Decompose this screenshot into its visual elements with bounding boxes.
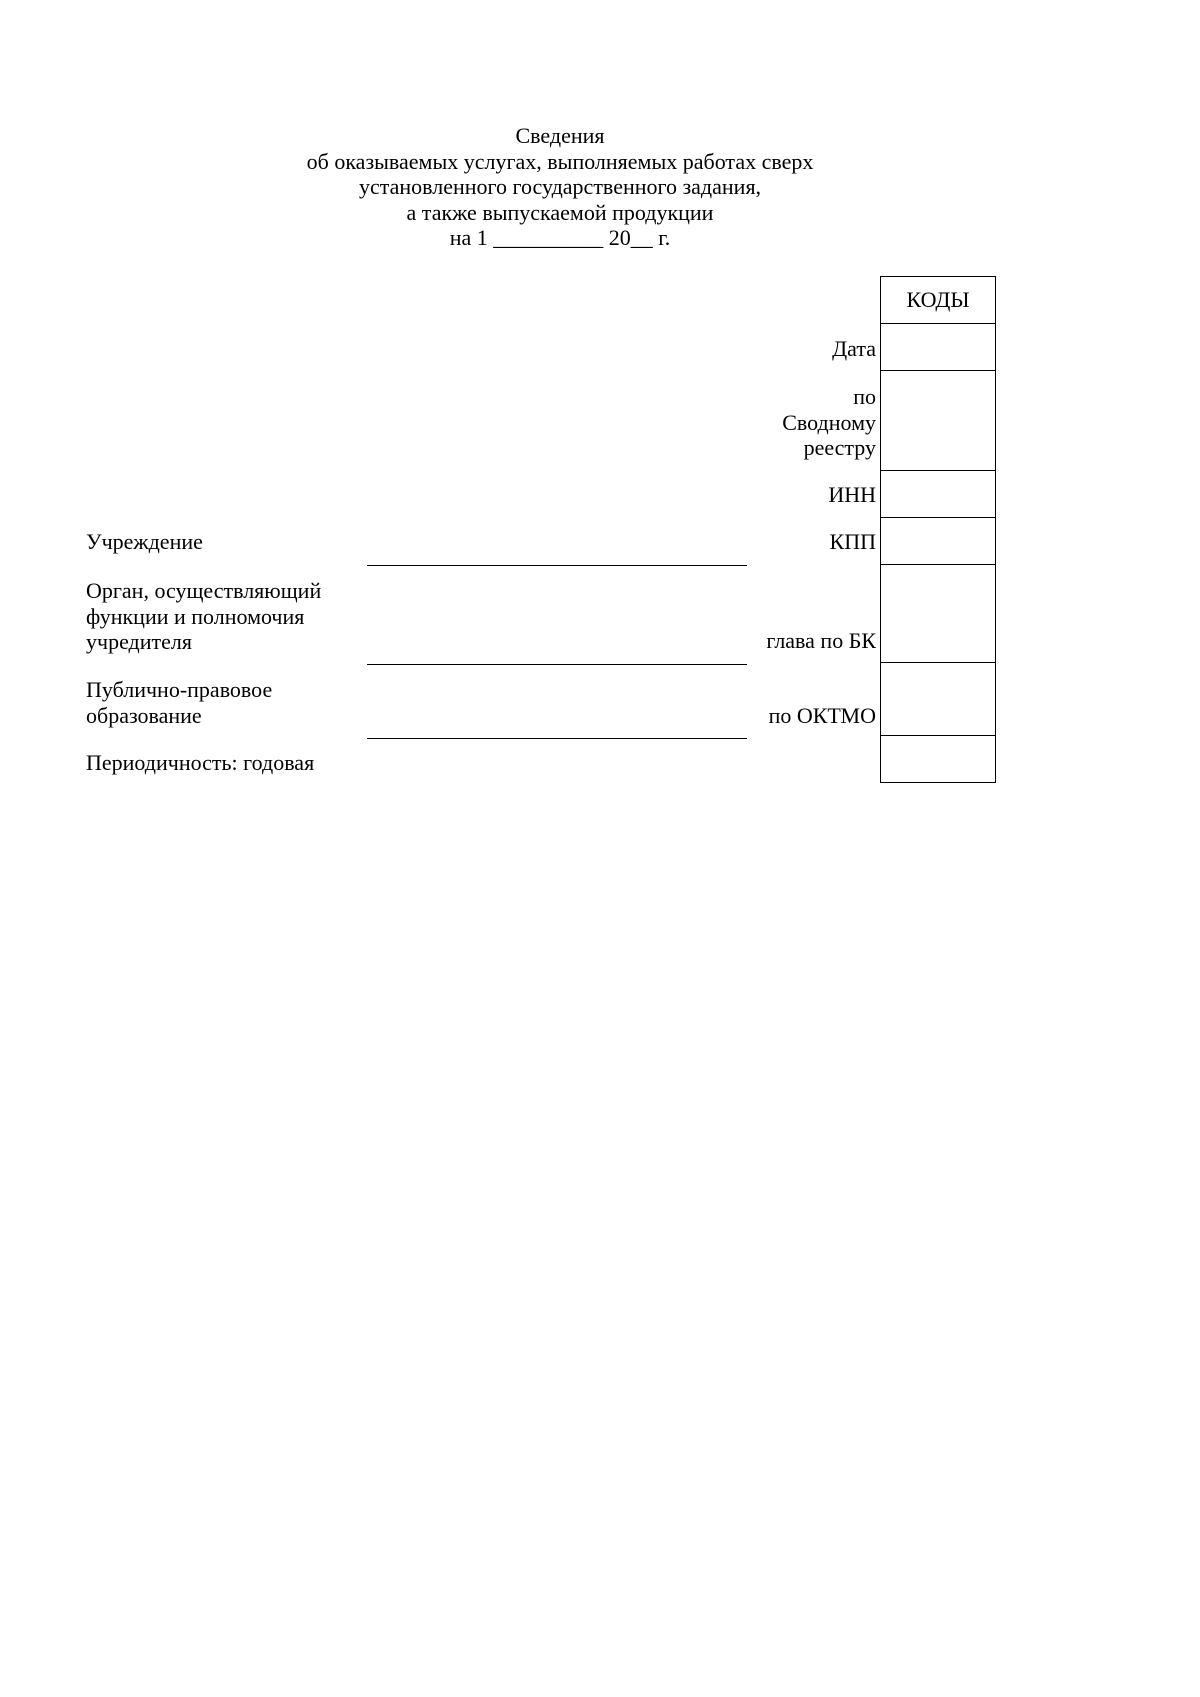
founder-body-label xyxy=(86,578,321,655)
title-line-3: установленного государственного задания, xyxy=(358,174,762,199)
title-date-line: на 1 __________ 20__ г. xyxy=(449,225,671,250)
label-kpp: КПП xyxy=(829,529,876,554)
code-cell-date[interactable] xyxy=(880,323,996,371)
document-title xyxy=(260,123,860,251)
public-entity-label xyxy=(86,677,272,728)
founder-body-line-3: учредителя xyxy=(86,629,192,654)
label-registry xyxy=(782,384,876,461)
label-inn: ИНН xyxy=(828,482,876,507)
title-line-1: Сведения xyxy=(515,123,605,148)
title-line-2: об оказываемых услугах, выполняемых работах сверх xyxy=(306,148,814,174)
code-cell-kpp[interactable] xyxy=(880,517,996,565)
code-cell-inn[interactable] xyxy=(880,470,996,518)
title-line-4: а также выпускаемой продукции xyxy=(406,199,714,225)
code-cell-registry[interactable] xyxy=(880,370,996,471)
codes-table xyxy=(880,276,996,782)
founder-body-line-1: Орган, осуществляющий xyxy=(86,578,322,603)
label-oktmo: по ОКТМО xyxy=(768,703,876,728)
codes-header: КОДЫ xyxy=(880,276,996,324)
institution-label: Учреждение xyxy=(86,529,203,554)
periodicity-label: Периодичность: годовая xyxy=(86,750,315,775)
label-registry-line-3: реестру xyxy=(803,435,876,460)
institution-fill-line[interactable] xyxy=(367,565,747,566)
code-cell-periodicity[interactable] xyxy=(880,735,996,783)
label-date: Дата xyxy=(832,336,876,361)
public-entity-fill-line[interactable] xyxy=(367,738,747,739)
public-entity-line-2: образование xyxy=(86,702,202,728)
founder-body-line-2: функции и полномочия xyxy=(86,603,305,629)
label-registry-line-2: Сводному xyxy=(782,409,876,435)
founder-body-fill-line[interactable] xyxy=(367,664,747,665)
label-budget-chapter: глава по БК xyxy=(766,628,876,653)
public-entity-line-1: Публично-правовое xyxy=(86,677,273,702)
code-cell-budget-chapter[interactable] xyxy=(880,564,996,663)
code-cell-oktmo[interactable] xyxy=(880,662,996,736)
label-registry-line-1: по xyxy=(853,384,876,409)
